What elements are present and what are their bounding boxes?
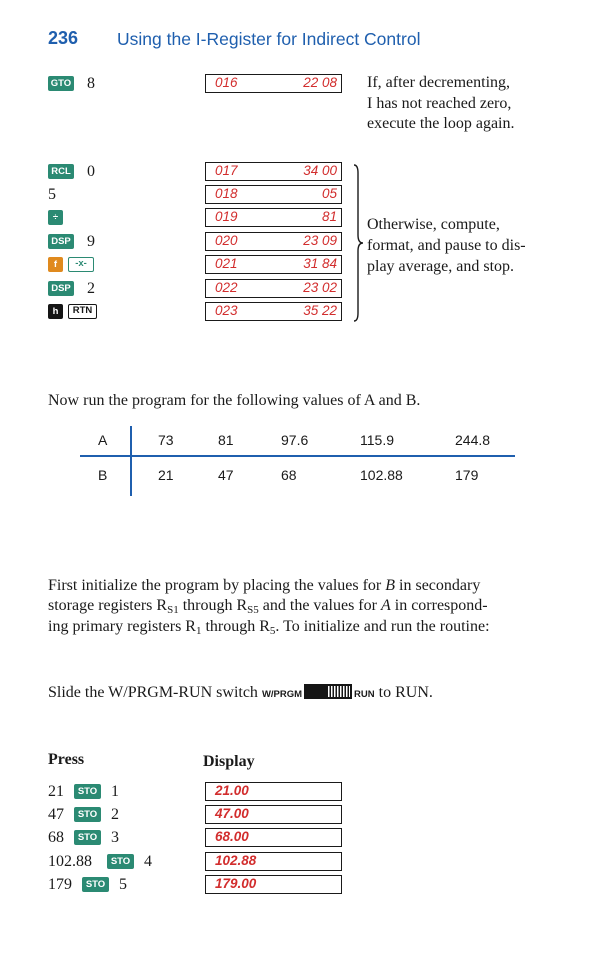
press-header: Press	[48, 751, 85, 768]
key-sto-icon: STO	[107, 854, 134, 869]
display-window: 179.00	[205, 875, 342, 894]
key-f-icon: f	[48, 257, 63, 272]
table-cell: 68	[281, 467, 297, 483]
switch-right-label: RUN	[354, 689, 375, 700]
press-number: 21	[48, 783, 64, 800]
text: and the values for	[258, 597, 381, 614]
key-sto-icon: STO	[74, 784, 101, 799]
display-header: Display	[203, 753, 255, 770]
keycode: 34 00	[303, 163, 337, 178]
register-number: 5	[119, 876, 127, 893]
step-argument: 9	[87, 233, 95, 250]
switch-slider-icon	[328, 686, 350, 697]
note-line: execute the loop again.	[367, 115, 515, 132]
press-number: 68	[48, 829, 64, 846]
table-cell: 73	[158, 432, 174, 448]
key-gto-icon: GTO	[48, 76, 74, 91]
key-sto-icon: STO	[82, 877, 109, 892]
text: storage registers R	[48, 597, 168, 614]
display-window	[205, 162, 342, 181]
table-cell: 47	[218, 467, 234, 483]
table-cell: 81	[218, 432, 234, 448]
display-window	[205, 185, 342, 204]
display-window	[205, 255, 342, 274]
text: First initialize the program by placing the values for	[48, 577, 386, 594]
register-number: 1	[111, 783, 119, 800]
line-number: 017	[215, 163, 238, 178]
line-number: 021	[215, 256, 238, 271]
display-window: 21.00	[205, 782, 342, 801]
step-argument: 0	[87, 163, 95, 180]
keycode: 81	[321, 209, 337, 224]
keycode: 22 08	[303, 75, 337, 90]
note-line: format, and pause to dis-	[367, 237, 526, 254]
key-rcl-icon: RCL	[48, 164, 74, 179]
line-number: 022	[215, 280, 238, 295]
display-window	[205, 279, 342, 298]
keycode: 31 84	[303, 256, 337, 271]
register-number: 3	[111, 829, 119, 846]
text: to RUN.	[378, 684, 433, 701]
wprgm-run-switch	[304, 684, 352, 699]
display-window	[205, 208, 342, 227]
page-title: Using the I-Register for Indirect Control	[117, 29, 421, 49]
subscript: 5	[269, 625, 276, 637]
text: through R	[201, 618, 270, 635]
var-a: A	[380, 597, 391, 614]
table-horizontal-rule	[80, 455, 515, 457]
line-number: 018	[215, 186, 238, 201]
press-number: 179	[48, 876, 72, 893]
key-divide-icon: ÷	[48, 210, 63, 225]
init-line-1	[48, 576, 480, 596]
note-line: play average, and stop.	[367, 258, 515, 275]
table-cell: 179	[455, 467, 479, 483]
display-window	[205, 74, 342, 93]
keycode: 23 02	[303, 280, 337, 295]
register-number: 2	[111, 806, 119, 823]
row-label: B	[98, 467, 108, 483]
keycode: 23 09	[303, 233, 337, 248]
key-dsp-icon: DSP	[48, 281, 74, 296]
table-cell: 21	[158, 467, 174, 483]
step-argument: 2	[87, 280, 95, 297]
table-cell: 102.88	[360, 467, 403, 483]
keycode: 35 22	[303, 303, 337, 318]
note-line: If, after decrementing,	[367, 74, 511, 91]
key-rtn-icon: RTN	[68, 304, 97, 319]
press-number: 47	[48, 806, 64, 823]
key-dsp-icon: DSP	[48, 234, 74, 249]
subscript: S5	[247, 604, 259, 616]
line-number: 019	[215, 209, 238, 224]
switch-left-label: W/PRGM	[261, 689, 303, 700]
step-argument: 8	[87, 75, 95, 92]
table-cell: 115.9	[360, 432, 394, 448]
line-number: 016	[215, 75, 238, 90]
table-cell: 97.6	[281, 432, 309, 448]
key-h-icon: h	[48, 304, 63, 319]
subscript: 1	[195, 625, 202, 637]
press-number: 102.88	[48, 853, 92, 870]
row-label: A	[98, 432, 108, 448]
display-window	[205, 302, 342, 321]
init-line-3	[48, 617, 490, 641]
slide-instruction	[48, 683, 433, 705]
line-number: 023	[215, 303, 238, 318]
text: in correspond-	[390, 597, 488, 614]
display-window: 47.00	[205, 805, 342, 824]
line-number: 020	[215, 233, 238, 248]
text: in secondary	[395, 577, 481, 594]
display-window	[205, 232, 342, 251]
text: Slide the W/PRGM-RUN switch	[48, 684, 258, 701]
text: through R	[178, 597, 248, 614]
display-window: 102.88	[205, 852, 342, 871]
note-line: I has not reached zero,	[367, 95, 512, 112]
register-number: 4	[144, 853, 152, 870]
page-number: 236	[48, 28, 79, 48]
key-sto-icon: STO	[74, 830, 101, 845]
keycode: 05	[321, 186, 337, 201]
key-sto-icon: STO	[74, 807, 101, 822]
note-line: Otherwise, compute,	[367, 216, 500, 233]
subscript: S1	[167, 604, 179, 616]
text: ing primary registers R	[48, 618, 196, 635]
var-b: B	[385, 577, 396, 594]
display-window: 68.00	[205, 828, 342, 847]
brace-icon	[350, 163, 366, 323]
table-cell: 244.8	[455, 432, 491, 448]
table-vertical-rule	[130, 426, 132, 496]
run-intro: Now run the program for the following values of A and B.	[48, 392, 421, 409]
key-x-icon: -x-	[68, 257, 94, 272]
step-argument: 5	[48, 186, 56, 203]
text: . To initialize and run the routine:	[275, 618, 490, 635]
